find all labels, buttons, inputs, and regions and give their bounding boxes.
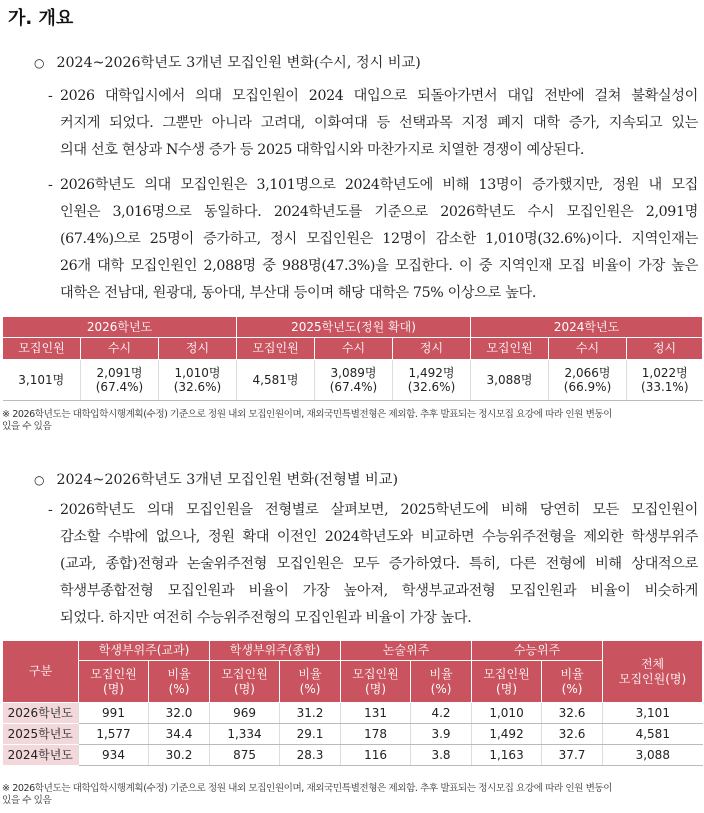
table-subheader: 모집인원 (명) <box>79 661 149 703</box>
table-cell: 31.2 <box>280 703 341 724</box>
table-group-header: 2025학년도(정원 확대) <box>237 317 471 338</box>
table-cell: 1,577 <box>79 724 149 745</box>
table-cell: 30.2 <box>149 745 210 766</box>
table-cell: 3,088명 <box>471 360 549 401</box>
bullet-heading-1 <box>34 52 421 74</box>
table-cell: 3,088 <box>603 745 703 766</box>
table-subheader: 수시 <box>549 338 627 360</box>
bullet-heading-2 <box>34 469 398 491</box>
paragraph-line: 2026학년도 의대 모집인원을 전형별로 살펴보면, 2025학년도에 비해 당연히 모든 모집인원이 <box>60 502 698 518</box>
table-group-header: 2026학년도 <box>3 317 237 338</box>
footnote-1 <box>2 409 702 433</box>
paragraph-3 <box>48 497 698 632</box>
table-cell: 3,101명 <box>3 360 81 401</box>
paragraph-line: 인원은 3,016명으로 동일하다. 2024학년도를 기준으로 2026학년도 수시 모집인원은 2,091명 <box>60 204 698 220</box>
table-subheader: 정시 <box>393 338 471 360</box>
table-group-header: 논술위주 <box>341 641 472 661</box>
table-cell: 1,492 <box>472 724 542 745</box>
table-group-header: 수능위주 <box>472 641 603 661</box>
table-subheader: 모집인원 <box>3 338 81 360</box>
table-cell: 131 <box>341 703 411 724</box>
table-cell: 1,334 <box>210 724 280 745</box>
table-subheader: 비율 (%) <box>149 661 210 703</box>
table-cell: 1,010 <box>472 703 542 724</box>
table-subheader: 모집인원 <box>471 338 549 360</box>
paragraph-2 <box>48 172 698 307</box>
table-cell: 934 <box>79 745 149 766</box>
table-corner-header: 구분 <box>3 641 79 703</box>
table-cell: 875 <box>210 745 280 766</box>
table-cell: 32.0 <box>149 703 210 724</box>
table-subheader: 비율 (%) <box>411 661 472 703</box>
table-cell: 4,581 <box>603 724 703 745</box>
table-subheader: 수시 <box>81 338 159 360</box>
table-cell: 178 <box>341 724 411 745</box>
paragraph-line: 2026학년도 의대 모집인원은 3,101명으로 2024학년도에 비해 13명이 증가했지만, 정원 내 모집 <box>60 177 698 193</box>
table-total-header: 전체 모집인원(명) <box>603 641 703 703</box>
table-group-header: 학생부위주(종합) <box>210 641 341 661</box>
table-subheader: 모집인원 (명) <box>210 661 280 703</box>
table-cell: 34.4 <box>149 724 210 745</box>
table-row <box>3 360 703 401</box>
table-subheader: 모집인원 (명) <box>341 661 411 703</box>
table-subheader: 모집인원 (명) <box>472 661 542 703</box>
paragraph-1 <box>48 83 698 164</box>
table-cell: 1,010명 (32.6%) <box>159 360 237 401</box>
table-subheader: 수시 <box>315 338 393 360</box>
table-cell: 3.9 <box>411 724 472 745</box>
table-admission-by-year <box>2 316 703 401</box>
table-cell: 3,089명 (67.4%) <box>315 360 393 401</box>
footnote-line: ※ 2026학년도는 대학입학시행계획(수정) 기준으로 정원 내외 모집인원이며, 재외국민특별전형은 제외함. 추후 발표되는 정시모집 요강에 따라 인원 변동이 <box>2 409 613 420</box>
table-cell: 1,163 <box>472 745 542 766</box>
dash-marker: - <box>48 88 53 104</box>
table-cell: 1,492명 (32.6%) <box>393 360 471 401</box>
table-subheader: 정시 <box>627 338 703 360</box>
table-admission-by-track <box>2 640 703 766</box>
table-cell: 1,022명 (33.1%) <box>627 360 703 401</box>
row-label: 2025학년도 <box>3 724 79 745</box>
bullet-heading-text: 2024~2026학년도 3개년 모집인원 변화(수시, 정시 비교) <box>56 55 421 71</box>
paragraph-line: (67.4%)으로 25명이 증가하고, 정시 모집인원은 12명이 감소한 1,010명(32.6%)이다. 지역인재는 <box>60 231 698 247</box>
table-cell: 32.6 <box>542 703 603 724</box>
footnote-line: 있을 수 있음 <box>2 421 52 432</box>
table-cell: 37.7 <box>542 745 603 766</box>
footnote-line: ※ 2026학년도는 대학입학시행계획(수정) 기준으로 정원 내외 모집인원이며, 재외국민특별전형은 제외함. 추후 발표되는 정시모집 요강에 따라 인원 변동이 <box>2 783 613 794</box>
paragraph-line: 감소할 수밖에 없으나, 정원 확대 이전인 2024학년도와 비교하면 수능위주전형을 제외한 학생부위주 <box>60 529 698 545</box>
footnote-line: 있을 수 있음 <box>2 795 52 806</box>
table-cell: 32.6 <box>542 724 603 745</box>
table-subheader: 정시 <box>159 338 237 360</box>
paragraph-line: 2026 대학입시에서 의대 모집인원이 2024 대입으로 되돌아가면서 대입 전반에 걸쳐 불확실성이 <box>60 88 698 104</box>
footnote-2 <box>2 783 702 807</box>
table-cell: 29.1 <box>280 724 341 745</box>
table-cell: 28.3 <box>280 745 341 766</box>
table-cell: 3.8 <box>411 745 472 766</box>
table-subheader: 비율 (%) <box>542 661 603 703</box>
table-group-header: 2024학년도 <box>471 317 703 338</box>
dash-marker: - <box>48 502 53 518</box>
table-row <box>3 745 703 766</box>
table-subheader: 비율 (%) <box>280 661 341 703</box>
table-cell: 2,066명 (66.9%) <box>549 360 627 401</box>
bullet-heading-text: 2024~2026학년도 3개년 모집인원 변화(전형별 비교) <box>56 472 399 488</box>
table-group-header: 학생부위주(교과) <box>79 641 210 661</box>
table-row <box>3 703 703 724</box>
paragraph-line: 학생부종합전형 모집인원과 비율이 가장 높아져, 학생부교과전형 모집인원과 비율이 비슷하게 <box>60 583 698 599</box>
paragraph-line: (교과, 종합)전형과 논술위주전형 모집인원은 모두 증가하였다. 특히, 다른 전형에 비해 상대적으로 <box>60 556 698 572</box>
table-subheader: 모집인원 <box>237 338 315 360</box>
table-cell: 2,091명 (67.4%) <box>81 360 159 401</box>
table-cell: 3,101 <box>603 703 703 724</box>
bullet-marker: ○ <box>34 56 45 70</box>
dash-marker: - <box>48 177 53 193</box>
paragraph-line: 대학은 전남대, 원광대, 동아대, 부산대 등이며 해당 대학은 75% 이상으로 높다. <box>60 285 537 301</box>
row-label: 2024학년도 <box>3 745 79 766</box>
paragraph-line: 커지게 되었다. 그뿐만 아니라 고려대, 이화여대 등 선택과목 지정 폐지 대학 증가, 지속되고 있는 <box>60 115 698 131</box>
row-label: 2026학년도 <box>3 703 79 724</box>
table-cell: 4.2 <box>411 703 472 724</box>
table-cell: 991 <box>79 703 149 724</box>
table-cell: 116 <box>341 745 411 766</box>
paragraph-line: 26개 대학 모집인원인 2,088명 중 988명(47.3%)을 모집한다. 이 중 지역인재 모집 비율이 가장 높은 <box>60 258 698 274</box>
paragraph-line: 되었다. 하지만 여전히 수능위주전형의 모집인원과 비율이 가장 높다. <box>60 610 472 626</box>
section-title: 가. 개요 <box>8 8 74 29</box>
table-cell: 4,581명 <box>237 360 315 401</box>
paragraph-line: 의대 선호 현상과 N수생 증가 등 2025 대학입시와 마찬가지로 치열한 경쟁이 예상된다. <box>60 142 585 158</box>
table-cell: 969 <box>210 703 280 724</box>
bullet-marker: ○ <box>34 473 45 487</box>
table-row <box>3 724 703 745</box>
